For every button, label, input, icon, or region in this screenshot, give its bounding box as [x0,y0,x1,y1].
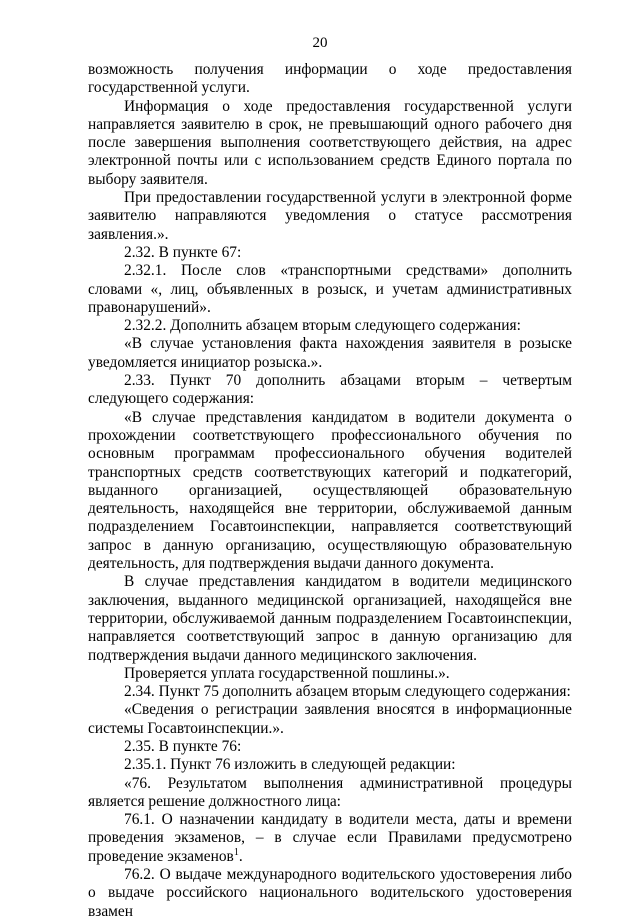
paragraph: При предоставлении государственной услуги в электронной форме заявителю направляются уведомления о статусе рассмотрения заявления.». [88,189,572,243]
paragraph: Информация о ходе предоставления государственной услуги направляется заявителю в срок, не превышающий одного рабочего дня после завершения выполнения соответствующего действия, на адрес электронной почты или с использованием средств Единого портала по выбору заявителя. [88,97,572,188]
paragraph-with-footnote: 76.1. О назначении кандидату в водители места, даты и времени проведения экзаменов, – в случае если Правилами предусмотрено проведение экзаменов$^1$. [88,811,572,865]
paragraph-text: 76.1. О назначении кандидату в водители места, даты и времени проведения экзаменов, – в случае если Правилами предусмотрено проведение экзаменов [88,811,572,865]
paragraph: 2.35.1. Пункт 76 изложить в следующей редакции: [124,756,456,774]
paragraph: Проверяется уплата государственной пошлины.». [124,664,450,682]
paragraph: 2.32. В пункте 67: [124,243,242,261]
paragraph: 2.33. Пункт 70 дополнить абзацами вторым – четвертым следующего содержания: [88,372,572,408]
paragraph: возможность получения информации о ходе предоставления государственной услуги. [88,61,572,97]
paragraph: 2.35. В пункте 76: [124,737,242,755]
paragraph: 2.34. Пункт 75 дополнить абзацем вторым следующего содержания: [124,683,571,701]
paragraph: «76. Результатом выполнения административной процедуры является решение должностного лица: [88,774,572,810]
footnote-mark: 1 [233,846,239,858]
paragraph: «В случае установления факта нахождения заявителя в розыске уведомляется инициатор розыска.». [88,335,572,371]
paragraph: «В случае представления кандидатом в водители документа о прохождении соответствующего профессионального обучения по основным программам профессионального обучения водителей транспортных средств соответствующих категорий и подкатегорий, выданного организацией, осуществляющей образовательную деятельность, находящейся вне территории, обслуживаемой данным подразделением Госавтоинспекции, направляется соответствующий запрос в данную организацию, осуществляющую образовательную деятельность, для подтверждения выдачи данного документа. [88,408,572,573]
paragraph: В случае представления кандидатом в водители медицинского заключения, выданного медицинской организацией, находящейся вне территории, обслуживаемой данным подразделением Госавтоинспекции, направляется соответствующий запрос в данную организацию для подтверждения выдачи данного медицинского заключения. [88,573,572,664]
paragraph: 76.2. О выдаче международного водительского удостоверения либо о выдаче российского национального водительского удостоверения взамен [88,866,572,920]
document-body [88,61,572,921]
page-number: 20 [312,35,328,51]
paragraph: 2.32.2. Дополнить абзацем вторым следующего содержания: [124,317,521,335]
paragraph: «Сведения о регистрации заявления вносятся в информационные системы Госавтоинспекции.». [88,701,572,737]
paragraph: 2.32.1. После слов «транспортными средствами» дополнить словами «, лиц, объявленных в розыск, и учетам административных правонарушений». [88,262,572,316]
